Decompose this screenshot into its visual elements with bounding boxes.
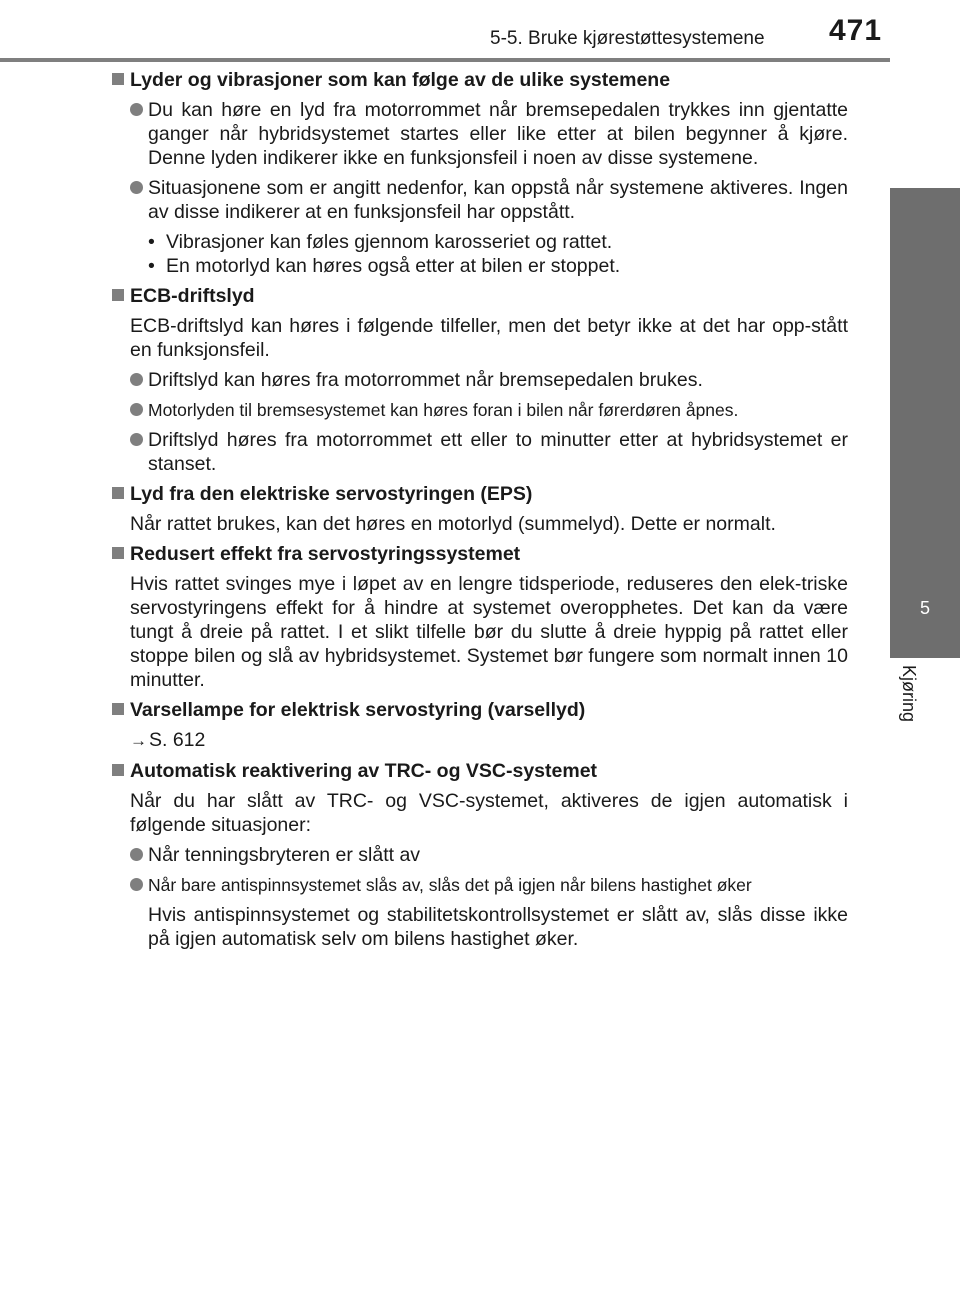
paragraph: Når rattet brukes, kan det høres en motorlyd (summelyd). Dette er normalt. [130,513,776,535]
square-bullet-icon [112,547,124,559]
page-number: 471 [829,14,883,47]
circle-bullet-icon [130,848,143,861]
circle-bullet-icon [130,433,143,446]
square-bullet-icon [112,289,124,301]
list-item-text: Når tenningsbryteren er slått av [148,844,421,866]
paragraph: Hvis rattet svinges mye i løpet av en lengre tidsperiode, reduseres den elek-triske servostyringens effekt for å hindre at systemet overopphetes. Det kan da være tungt å dreie på rattet. I et slikt tilfelle bør du slutte å dreie hyppig på rattet eller stoppe bilen og slå av hybridsystemet. Systemet bør fungere som normalt innen 10 minutter. [130,573,848,691]
list-item [130,843,848,867]
list-item [130,176,848,224]
section-heading [112,759,848,783]
list-item-text: Driftslyd høres fra motorrommet ett eller to minutter etter at hybridsystemet er stanset. [148,429,848,475]
section-heading-text: Automatisk reaktivering av TRC- og VSC-systemet [130,760,598,782]
section-heading-text: ECB-driftslyd [130,285,255,307]
list-item-text: Driftslyd kan høres fra motorrommet når bremsepedalen brukes. [148,369,703,391]
list-item-text: Situasjonene som er angitt nedenfor, kan oppstå når systemene aktiveres. Ingen av disse indikerer at en funksjonsfeil har oppstått. [148,177,848,223]
section-heading-text: Lyd fra den elektriske servostyringen (EPS) [130,483,533,505]
section-heading [112,542,848,566]
sub-bullet-list [148,230,848,278]
section-heading [112,698,848,722]
list-item-text: Du kan høre en lyd fra motorrommet når bremsepedalen trykkes inn gjentatte ganger når hybridsystemet startes eller like etter at bilen begynner å kjøre. Denne lyden indikerer ikke en funksjonsfeil i noen av disse systemene. [148,99,848,169]
page-content [112,68,848,957]
page-reference [130,728,848,753]
list-item [130,428,848,476]
circle-bullet-icon [130,181,143,194]
page-reference-text: S. 612 [149,729,206,751]
header-rule [0,58,890,62]
note-paragraph: Hvis antispinnsystemet og stabilitetskontrollsystemet er slått av, slås disse ikke på igjen automatisk selv om bilens hastighet øker. [148,904,848,950]
circle-bullet-icon [130,103,143,116]
list-item [130,398,848,422]
sub-bullet-item: • Vibrasjoner kan føles gjennom karosseriet og rattet. [148,231,613,253]
section-header: 5-5. Bruke kjørestøttesystemene [490,28,765,49]
list-item [130,98,848,170]
chapter-tab [890,188,960,658]
list-item [130,368,848,392]
list-item [130,873,848,897]
circle-bullet-icon [130,878,143,891]
section-heading-text: Varsellampe for elektrisk servostyring (varsellyd) [130,699,586,721]
chapter-number: 5 [919,598,930,618]
paragraph: ECB-driftslyd kan høres i følgende tilfeller, men det betyr ikke at det har opp-stått en funksjonsfeil. [130,315,848,361]
section-heading [112,68,848,92]
arrow-right-icon: → [130,731,147,750]
section-heading-text: Redusert effekt fra servostyringssystemet [130,543,521,565]
square-bullet-icon [112,73,124,85]
circle-bullet-icon [130,403,143,416]
paragraph: Når du har slått av TRC- og VSC-systemet, aktiveres de igjen automatisk i følgende situasjoner: [130,790,848,836]
circle-bullet-icon [130,373,143,386]
chapter-label: Kjøring [899,665,919,723]
square-bullet-icon [112,764,124,776]
section-heading [112,482,848,506]
square-bullet-icon [112,703,124,715]
section-heading-text: Lyder og vibrasjoner som kan følge av de ulike systemene [130,69,671,91]
square-bullet-icon [112,487,124,499]
list-item-text: Når bare antispinnsystemet slås av, slås det på igjen når bilens hastighet øker [148,875,752,895]
sub-bullet-item: • En motorlyd kan høres også etter at bilen er stoppet. [148,255,621,277]
section-heading [112,284,848,308]
list-item-text: Motorlyden til bremsesystemet kan høres foran i bilen når førerdøren åpnes. [148,400,739,420]
